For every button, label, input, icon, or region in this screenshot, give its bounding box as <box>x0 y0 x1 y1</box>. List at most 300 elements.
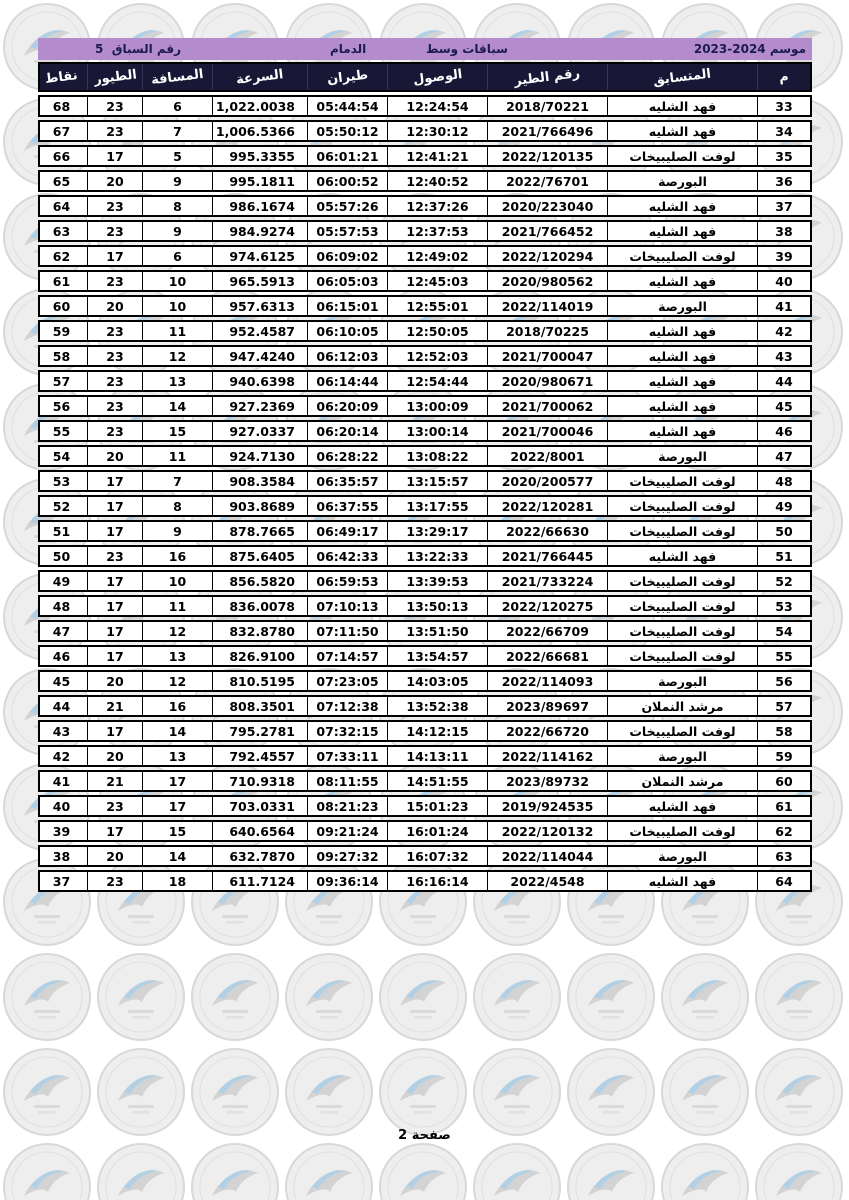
column-header-0: م <box>778 68 790 86</box>
table-cell: 927.0337 <box>213 422 308 440</box>
table-cell: 2020/200577 <box>488 472 608 490</box>
table-cell: 16 <box>143 697 213 715</box>
table-cell: 67 <box>36 122 88 140</box>
table-cell: 15 <box>143 422 213 440</box>
table-cell: 07:33:11 <box>308 747 388 765</box>
table-cell: 2023/89697 <box>488 697 608 715</box>
table-cell: 12:37:53 <box>388 222 488 240</box>
table-row <box>38 770 812 792</box>
table-cell: 13:08:22 <box>388 447 488 465</box>
table-cell: 06:59:53 <box>308 572 388 590</box>
table-cell: 06:49:17 <box>308 522 388 540</box>
table-cell: 9 <box>143 172 213 190</box>
table-cell: 17 <box>88 822 143 840</box>
table-cell: 795.2781 <box>213 722 308 740</box>
table-cell: 39 <box>775 248 793 264</box>
table-cell: 12:54:44 <box>388 372 488 390</box>
table-cell: 908.3584 <box>213 472 308 490</box>
table-cell: 47 <box>36 622 88 640</box>
table-cell: 51 <box>775 548 793 564</box>
table-cell: 20 <box>88 847 143 865</box>
table-cell: 56 <box>775 673 793 689</box>
table-cell: 20 <box>88 747 143 765</box>
table-cell: 57 <box>775 698 793 714</box>
table-cell: 16:07:32 <box>388 847 488 865</box>
table-cell: 23 <box>88 797 143 815</box>
table-cell: 17 <box>88 572 143 590</box>
table-row <box>38 820 812 842</box>
table-cell: 995.3355 <box>213 147 308 165</box>
table-cell: 16:16:14 <box>388 872 488 890</box>
table-cell: 2022/120132 <box>488 822 608 840</box>
table-cell: 965.5913 <box>213 272 308 290</box>
column-header-7: الطيور <box>88 64 143 90</box>
table-cell: 53 <box>36 472 88 490</box>
table-cell: فهد الشليه <box>608 97 758 115</box>
table-cell: 68 <box>36 97 88 115</box>
table-cell: 39 <box>36 822 88 840</box>
table-cell: 995.1811 <box>213 172 308 190</box>
season-label: موسم <box>769 42 806 56</box>
table-cell: 05:50:12 <box>308 122 388 140</box>
table-row <box>38 395 812 417</box>
table-cell: 12 <box>143 622 213 640</box>
table-cell: 12:30:12 <box>388 122 488 140</box>
table-cell: 55 <box>775 648 793 664</box>
table-cell: 48 <box>775 473 793 489</box>
table-cell: 34 <box>775 123 793 139</box>
table-cell: 06:15:01 <box>308 297 388 315</box>
table-cell: 2021/733224 <box>488 572 608 590</box>
table-row <box>38 845 812 867</box>
table-cell: فهد الشليه <box>608 197 758 215</box>
table-cell: 14 <box>143 847 213 865</box>
table-cell: 07:23:05 <box>308 672 388 690</box>
table-cell: فهد الشليه <box>608 422 758 440</box>
table-cell: 23 <box>88 122 143 140</box>
table-row <box>38 95 812 117</box>
table-row <box>38 745 812 767</box>
table-cell: 2020/223040 <box>488 197 608 215</box>
table-cell: 5 <box>143 147 213 165</box>
table-cell: 43 <box>775 348 793 364</box>
table-cell: 07:32:15 <box>308 722 388 740</box>
table-row <box>38 520 812 542</box>
table-cell: 40 <box>775 273 793 289</box>
table-cell: 05:57:53 <box>308 222 388 240</box>
table-cell: 48 <box>36 597 88 615</box>
table-cell: 10 <box>143 272 213 290</box>
table-row <box>38 445 812 467</box>
table-row <box>38 620 812 642</box>
table-cell: 808.3501 <box>213 697 308 715</box>
table-cell: 13 <box>143 747 213 765</box>
table-cell: البورصة <box>608 297 758 315</box>
table-cell: 41 <box>775 298 793 314</box>
table-cell: 2022/8001 <box>488 447 608 465</box>
table-cell: 64 <box>36 197 88 215</box>
table-cell: 12 <box>143 672 213 690</box>
table-cell: 2021/766452 <box>488 222 608 240</box>
table-cell: 2022/4548 <box>488 872 608 890</box>
table-cell: 984.9274 <box>213 222 308 240</box>
table-cell: لوفت الصليبيخات <box>608 647 758 665</box>
table-cell: 2021/700047 <box>488 347 608 365</box>
table-cell: 43 <box>36 722 88 740</box>
table-cell: 35 <box>775 148 793 164</box>
table-cell: فهد الشليه <box>608 322 758 340</box>
table-row <box>38 220 812 242</box>
table-cell: 42 <box>775 323 793 339</box>
table-cell: 10 <box>143 297 213 315</box>
race-info-bar <box>38 38 812 60</box>
table-cell: 17 <box>88 647 143 665</box>
table-row <box>38 695 812 717</box>
table-cell: 13:22:33 <box>388 547 488 565</box>
table-cell: 12:50:05 <box>388 322 488 340</box>
table-cell: 1,006.5366 <box>213 122 308 140</box>
table-cell: لوفت الصليبيخات <box>608 247 758 265</box>
table-cell: 38 <box>36 847 88 865</box>
table-cell: فهد الشليه <box>608 797 758 815</box>
table-cell: 07:11:50 <box>308 622 388 640</box>
table-cell: لوفت الصليبيخات <box>608 522 758 540</box>
table-cell: فهد الشليه <box>608 347 758 365</box>
table-cell: 06:01:21 <box>308 147 388 165</box>
table-cell: 12:37:26 <box>388 197 488 215</box>
table-cell: 9 <box>143 222 213 240</box>
table-cell: مرشد النملان <box>608 697 758 715</box>
table-cell: 640.6564 <box>213 822 308 840</box>
table-cell: 832.8780 <box>213 622 308 640</box>
table-cell: فهد الشليه <box>608 872 758 890</box>
table-cell: 13:52:38 <box>388 697 488 715</box>
table-cell: 2022/66630 <box>488 522 608 540</box>
table-cell: 810.5195 <box>213 672 308 690</box>
table-cell: فهد الشليه <box>608 272 758 290</box>
table-cell: 2020/980562 <box>488 272 608 290</box>
table-cell: 1,022.0038 <box>213 97 308 115</box>
table-row <box>38 670 812 692</box>
table-cell: 44 <box>36 697 88 715</box>
table-cell: 21 <box>88 772 143 790</box>
table-cell: 2018/70225 <box>488 322 608 340</box>
table-row <box>38 570 812 592</box>
table-cell: 10 <box>143 572 213 590</box>
table-row <box>38 470 812 492</box>
table-cell: 611.7124 <box>213 872 308 890</box>
table-cell: لوفت الصليبيخات <box>608 472 758 490</box>
table-cell: البورصة <box>608 672 758 690</box>
table-cell: لوفت الصليبيخات <box>608 572 758 590</box>
table-header-row <box>38 62 812 92</box>
table-cell: لوفت الصليبيخات <box>608 622 758 640</box>
table-cell: البورصة <box>608 447 758 465</box>
table-cell: 13:50:13 <box>388 597 488 615</box>
column-header-1: المتسابق <box>608 64 758 90</box>
table-row <box>38 420 812 442</box>
table-cell: 6 <box>143 97 213 115</box>
table-cell: 2023/89732 <box>488 772 608 790</box>
table-cell: 16:01:24 <box>388 822 488 840</box>
table-cell: 974.6125 <box>213 247 308 265</box>
table-cell: 13:51:50 <box>388 622 488 640</box>
table-cell: 12:41:21 <box>388 147 488 165</box>
table-cell: 13 <box>143 647 213 665</box>
table-cell: 58 <box>36 347 88 365</box>
column-header-4: طيران <box>308 64 388 90</box>
table-cell: 09:21:24 <box>308 822 388 840</box>
race-number-value: 5 <box>95 42 104 56</box>
table-cell: 64 <box>775 873 793 889</box>
release-city: الدمام <box>330 42 367 56</box>
table-row <box>38 870 812 892</box>
table-cell: 792.4557 <box>213 747 308 765</box>
table-row <box>38 145 812 167</box>
table-row <box>38 545 812 567</box>
table-cell: 62 <box>36 247 88 265</box>
table-cell: 51 <box>36 522 88 540</box>
table-cell: 17 <box>88 722 143 740</box>
table-cell: 986.1674 <box>213 197 308 215</box>
table-cell: 50 <box>775 523 793 539</box>
table-cell: 14 <box>143 397 213 415</box>
table-cell: 44 <box>775 373 793 389</box>
table-cell: 23 <box>88 872 143 890</box>
table-cell: 15 <box>143 822 213 840</box>
table-cell: لوفت الصليبيخات <box>608 147 758 165</box>
table-cell: 37 <box>775 198 793 214</box>
table-cell: 875.6405 <box>213 547 308 565</box>
table-cell: 08:11:55 <box>308 772 388 790</box>
table-cell: 37 <box>36 872 88 890</box>
table-cell: فهد الشليه <box>608 547 758 565</box>
table-cell: فهد الشليه <box>608 397 758 415</box>
table-cell: 54 <box>36 447 88 465</box>
table-cell: 23 <box>88 372 143 390</box>
table-cell: 2022/120281 <box>488 497 608 515</box>
table-row <box>38 495 812 517</box>
table-cell: 60 <box>775 773 793 789</box>
table-cell: 2022/120275 <box>488 597 608 615</box>
table-row <box>38 795 812 817</box>
table-cell: 59 <box>775 748 793 764</box>
table-cell: 45 <box>36 672 88 690</box>
race-number-label: رقم السباق <box>111 42 182 56</box>
table-cell: 23 <box>88 272 143 290</box>
table-cell: 2022/66681 <box>488 647 608 665</box>
table-cell: 06:28:22 <box>308 447 388 465</box>
table-cell: 23 <box>88 197 143 215</box>
table-row <box>38 195 812 217</box>
table-cell: 952.4587 <box>213 322 308 340</box>
table-cell: 23 <box>88 97 143 115</box>
table-cell: 53 <box>775 598 793 614</box>
table-cell: 11 <box>143 322 213 340</box>
table-cell: 2021/766496 <box>488 122 608 140</box>
table-cell: 2021/766445 <box>488 547 608 565</box>
table-cell: 2020/980671 <box>488 372 608 390</box>
table-cell: 2022/114044 <box>488 847 608 865</box>
table-cell: لوفت الصليبيخات <box>608 597 758 615</box>
table-cell: 09:27:32 <box>308 847 388 865</box>
table-cell: 856.5820 <box>213 572 308 590</box>
table-cell: 11 <box>143 447 213 465</box>
table-cell: 17 <box>88 597 143 615</box>
table-cell: 36 <box>775 173 793 189</box>
table-body <box>38 95 812 892</box>
table-cell: 13:15:57 <box>388 472 488 490</box>
table-cell: فهد الشليه <box>608 122 758 140</box>
table-cell: 2022/120135 <box>488 147 608 165</box>
table-cell: 11 <box>143 597 213 615</box>
table-cell: 50 <box>36 547 88 565</box>
table-cell: 07:14:57 <box>308 647 388 665</box>
table-cell: 12 <box>143 347 213 365</box>
table-cell: 7 <box>143 122 213 140</box>
table-row <box>38 720 812 742</box>
table-cell: 06:00:52 <box>308 172 388 190</box>
table-cell: 12:40:52 <box>388 172 488 190</box>
table-cell: 18 <box>143 872 213 890</box>
results-sheet <box>38 38 812 895</box>
table-cell: 17 <box>143 772 213 790</box>
table-cell: 8 <box>143 497 213 515</box>
table-cell: 2022/66720 <box>488 722 608 740</box>
table-cell: 17 <box>88 622 143 640</box>
column-header-5: السرعة <box>213 64 308 90</box>
table-cell: 63 <box>36 222 88 240</box>
season-field <box>694 38 806 60</box>
table-cell: 56 <box>36 397 88 415</box>
table-row <box>38 595 812 617</box>
table-cell: 14:03:05 <box>388 672 488 690</box>
table-cell: 23 <box>88 422 143 440</box>
table-row <box>38 170 812 192</box>
table-cell: 33 <box>775 98 793 114</box>
table-cell: 38 <box>775 223 793 239</box>
table-cell: 13:54:57 <box>388 647 488 665</box>
table-cell: 59 <box>36 322 88 340</box>
table-cell: 20 <box>88 672 143 690</box>
table-cell: 58 <box>775 723 793 739</box>
table-cell: 45 <box>775 398 793 414</box>
table-cell: 49 <box>775 498 793 514</box>
table-cell: 12:24:54 <box>388 97 488 115</box>
table-cell: 2022/76701 <box>488 172 608 190</box>
table-cell: 65 <box>36 172 88 190</box>
table-cell: 2021/700046 <box>488 422 608 440</box>
table-cell: 06:12:03 <box>308 347 388 365</box>
table-cell: 06:10:05 <box>308 322 388 340</box>
table-cell: 12:55:01 <box>388 297 488 315</box>
table-cell: 836.0078 <box>213 597 308 615</box>
table-cell: 07:12:38 <box>308 697 388 715</box>
table-cell: 13:00:14 <box>388 422 488 440</box>
table-cell: 46 <box>775 423 793 439</box>
table-cell: 61 <box>36 272 88 290</box>
table-cell: 13:29:17 <box>388 522 488 540</box>
table-cell: 15:01:23 <box>388 797 488 815</box>
race-number-field <box>95 38 181 60</box>
table-cell: 61 <box>775 798 793 814</box>
table-cell: 55 <box>36 422 88 440</box>
table-cell: مرشد النملان <box>608 772 758 790</box>
table-cell: 903.8689 <box>213 497 308 515</box>
table-cell: 23 <box>88 322 143 340</box>
table-row <box>38 295 812 317</box>
table-cell: 06:05:03 <box>308 272 388 290</box>
page-footer: صفحة 2 <box>398 1128 451 1143</box>
table-cell: 06:20:14 <box>308 422 388 440</box>
table-cell: لوفت الصليبيخات <box>608 722 758 740</box>
table-cell: 20 <box>88 297 143 315</box>
table-cell: 60 <box>36 297 88 315</box>
table-cell: 40 <box>36 797 88 815</box>
table-cell: 924.7130 <box>213 447 308 465</box>
table-cell: 20 <box>88 447 143 465</box>
table-cell: 49 <box>36 572 88 590</box>
table-cell: 17 <box>88 522 143 540</box>
table-cell: 05:57:26 <box>308 197 388 215</box>
table-cell: فهد الشليه <box>608 222 758 240</box>
race-category: سباقات وسط <box>426 42 508 56</box>
table-cell: 66 <box>36 147 88 165</box>
table-cell: 21 <box>88 697 143 715</box>
table-cell: 13:39:53 <box>388 572 488 590</box>
table-cell: البورصة <box>608 847 758 865</box>
table-cell: 13 <box>143 372 213 390</box>
table-cell: 957.6313 <box>213 297 308 315</box>
table-cell: 826.9100 <box>213 647 308 665</box>
table-cell: 07:10:13 <box>308 597 388 615</box>
table-cell: فهد الشليه <box>608 372 758 390</box>
table-cell: 878.7665 <box>213 522 308 540</box>
table-cell: 42 <box>36 747 88 765</box>
table-cell: 63 <box>775 848 793 864</box>
table-cell: 13:17:55 <box>388 497 488 515</box>
season-value: 2023-2024 <box>693 42 766 56</box>
table-cell: 46 <box>36 647 88 665</box>
table-cell: 9 <box>143 522 213 540</box>
table-cell: 17 <box>88 497 143 515</box>
table-cell: 06:42:33 <box>308 547 388 565</box>
table-cell: 14:51:55 <box>388 772 488 790</box>
table-cell: 52 <box>36 497 88 515</box>
table-row <box>38 270 812 292</box>
table-cell: 06:35:57 <box>308 472 388 490</box>
table-row <box>38 645 812 667</box>
table-cell: 632.7870 <box>213 847 308 865</box>
table-cell: 23 <box>88 347 143 365</box>
table-cell: 20 <box>88 172 143 190</box>
table-cell: 14 <box>143 722 213 740</box>
table-row <box>38 120 812 142</box>
table-cell: 703.0331 <box>213 797 308 815</box>
table-row <box>38 345 812 367</box>
column-header-3: الوصول <box>388 64 488 90</box>
table-cell: 17 <box>88 472 143 490</box>
table-cell: البورصة <box>608 747 758 765</box>
table-cell: 16 <box>143 547 213 565</box>
table-cell: 2019/924535 <box>488 797 608 815</box>
table-cell: 23 <box>88 397 143 415</box>
table-cell: 710.9318 <box>213 772 308 790</box>
table-cell: 12:49:02 <box>388 247 488 265</box>
table-cell: 2022/114162 <box>488 747 608 765</box>
table-cell: 8 <box>143 197 213 215</box>
table-cell: 57 <box>36 372 88 390</box>
